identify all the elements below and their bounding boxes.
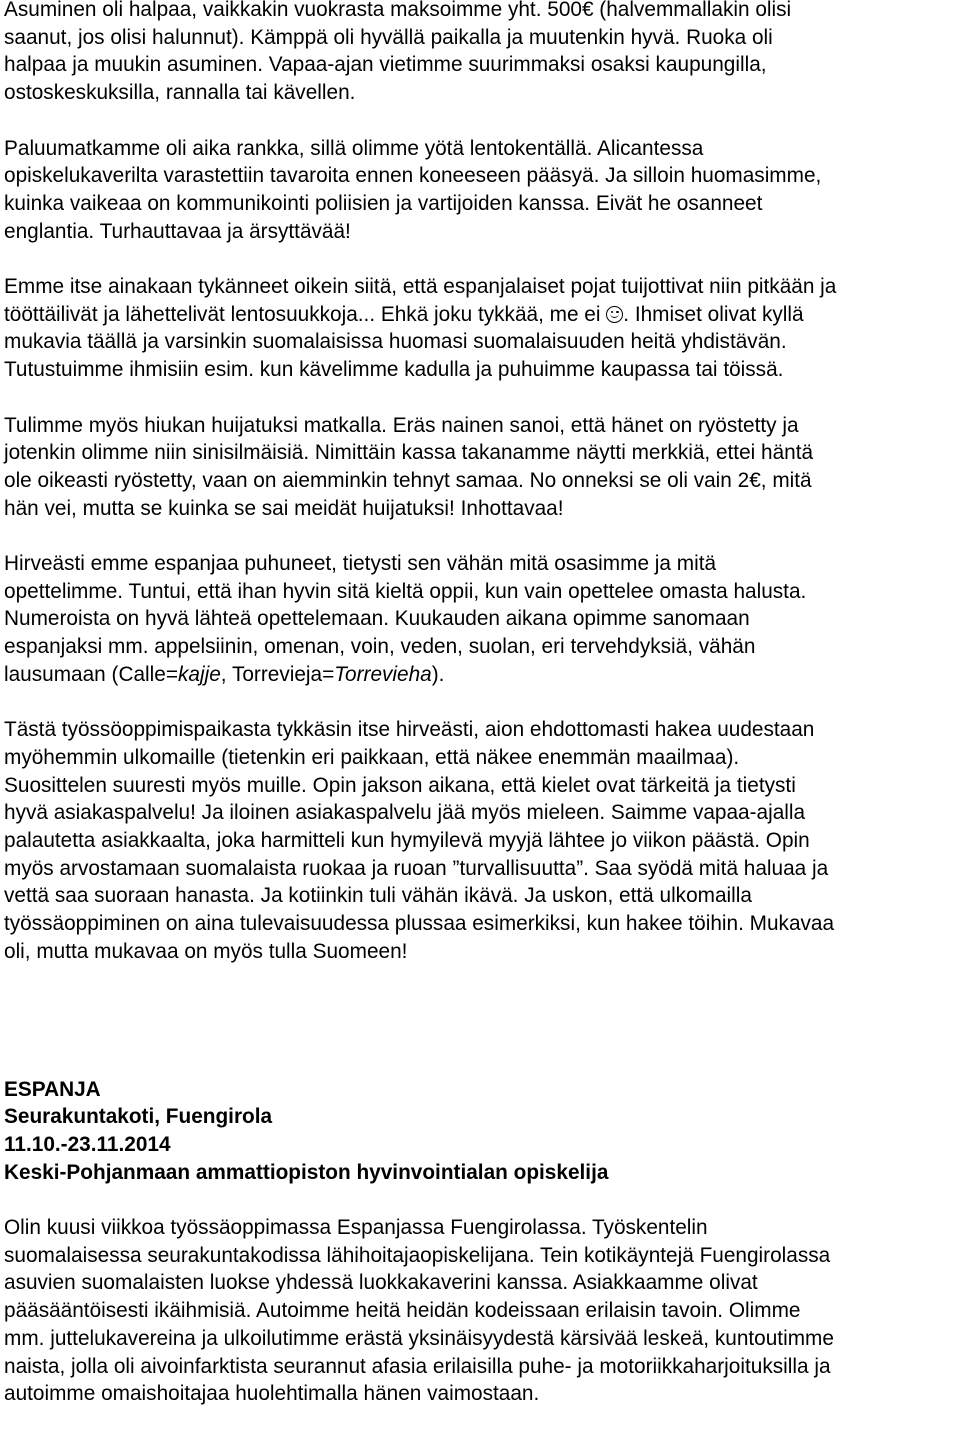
text-segment: ). [431,662,445,686]
text-line: vettä saa suoraan hanasta. Ja kotiinkin tuli vähän ikävä. Ja uskon, että ulkomailla [4,884,752,908]
section-heading [4,1076,954,1187]
text-line: mukavia täällä ja varsinkin suomalaisissa huomasi suomalaisuuden heitä yhdistävän. [4,330,787,354]
paragraph-people [4,273,954,384]
text-line: asuvien suomalaisten luokse yhdessä luokkakaverini kanssa. Asiakkaamme olivat [4,1271,758,1295]
text-line [4,661,954,689]
text-line [4,301,954,329]
text-line: palautetta asiakkaalta, joka harmitteli kun hymyilevä myyjä lähtee jo viikon päästä. Opin [4,829,810,853]
paragraph-fuengirola [4,1214,954,1408]
text-line: halpaa ja muukin asuminen. Vapaa-ajan vietimme suurimmaksi osaksi kaupungilla, [4,53,767,77]
paragraph-language [4,550,954,689]
text-line: mm. juttelukavereina ja ulkoilutimme erästä yksinäisyydestä kärsivää leskeä, kuntoutimme [4,1326,834,1350]
text-line: Numeroista on hyvä lähteä opettelemaan. Kuukauden aikana opimme sanomaan [4,607,750,631]
workplace-heading: Seurakuntakoti, Fuengirola [4,1105,273,1129]
text-segment: . Ihmiset olivat kyllä [623,302,804,326]
text-line: työssäoppiminen on aina tulevaisuudessa plussaa esimerkiksi, kun hakee töihin. Mukavaa [4,912,835,936]
paragraph-summary [4,716,954,965]
text-line: kuinka vaikeaa on kommunikointi poliisien ja vartijoiden kanssa. Eivät he osanneet [4,191,763,215]
text-line: jotenkin olimme niin sinisilmäisiä. Nimittäin kassa takanamme näytti merkkiä, ettei häntä [4,441,814,465]
text-segment: , Torrevieja= [220,662,335,686]
text-line: englantia. Turhauttavaa ja ärsyttävää! [4,219,351,243]
text-segment: lausumaan (Calle= [4,662,178,686]
paragraph-return-trip [4,135,954,246]
text-line: Tutustuimme ihmisiin esim. kun kävelimme kadulla ja puhuimme kaupassa tai töissä. [4,358,784,382]
text-line: naista, jolla oli aivoinfarktista seurannut afasia erilaisilla puhe- ja motoriikkaharjoituksilla ja [4,1354,831,1378]
text-line: Tästä työssöoppimispaikasta tykkäsin itse hirveästi, aion ehdottomasti hakea uudestaan [4,718,815,742]
text-line: suomalaisessa seurakuntakodissa lähihoitajaopiskelijana. Tein kotikäyntejä Fuengirolassa [4,1243,831,1267]
text-line: Paluumatkamme oli aika rankka, sillä olimme yötä lentokentällä. Alicantessa [4,136,704,160]
text-line: Asuminen oli halpaa, vaikkakin vuokrasta maksoimme yht. 500€ (halvemmallakin olisi [4,0,792,21]
text-line: hyvä asiakaspalvelu! Ja iloinen asiakaspalvelu jää myös mieleen. Saimme vapaa-ajalla [4,801,806,825]
text-line: myös arvostamaan suomalaista ruokaa ja ruoan ”turvallisuutta”. Saa syödä mitä haluaa ja [4,856,829,880]
author-heading: Keski-Pohjanmaan ammattiopiston hyvinvointialan opiskelija [4,1160,609,1184]
text-line: ole oikeasti ryöstetty, vaan on aiemminkin tehnyt samaa. No onneksi se oli vain 2€, mitä [4,468,812,492]
paragraph-accommodation [4,0,954,107]
text-line: hän vei, mutta se kuinka se sai meidät huijatuksi! Inhottavaa! [4,496,564,520]
text-line: Emme itse ainakaan tykänneet oikein siitä, että espanjalaiset pojat tuijottivat niin pitkään ja [4,275,837,298]
country-heading: ESPANJA [4,1077,101,1101]
italic-text: Torrevieha [334,662,432,686]
italic-text: kajje [177,662,221,686]
text-segment: tööttäilivät ja lähettelivät lentosuukkoja... Ehkä joku tykkää, me ei [4,302,607,326]
text-line: oli, mutta mukavaa on myös tulla Suomeen! [4,939,408,963]
smiley-face-icon [606,306,623,323]
dates-heading: 11.10.-23.11.2014 [4,1132,171,1156]
document-page [4,0,954,1436]
text-line: opiskelukaverilta varastettiin tavaroita ennen koneeseen pääsyä. Ja silloin huomasimme, [4,164,822,188]
text-line: myöhemmin ulkomaille (tietenkin eri paikkaan, että näkee enemmän maailmaa). [4,745,740,769]
text-line: autoimme omaishoitajaa huolehtimalla hänen vaimostaan. [4,1382,540,1406]
text-line: Suosittelen suuresti myös muille. Opin jakson aikana, että kielet ovat tärkeitä ja tietysti [4,773,796,797]
text-line: Tulimme myös hiukan huijatuksi matkalla. Eräs nainen sanoi, että hänet on ryöstetty ja [4,413,799,437]
text-line: pääsääntöisesti ikäihmisiä. Autoimme heitä heidän kodeissaan erilaisin tavoin. Olimme [4,1299,801,1323]
text-line: Olin kuusi viikkoa työssäoppimassa Espanjassa Fuengirolassa. Työskentelin [4,1216,708,1240]
text-line: opettelimme. Tuntui, että ihan hyvin sitä kieltä oppii, kun vain opettelee omasta halusta. [4,579,807,603]
text-line: saanut, jos olisi halunnut). Kämppä oli hyvällä paikalla ja muutenkin hyvä. Ruoka oli [4,25,773,49]
text-line: Hirveästi emme espanjaa puhuneet, tietysti sen vähän mitä osasimme ja mitä [4,552,717,575]
paragraph-scam [4,412,954,523]
text-line: espanjaksi mm. appelsiinin, omenan, voin, veden, suolan, eri tervehdyksiä, vähän [4,635,756,659]
text-line: ostoskeskuksilla, rannalla tai kävellen. [4,81,356,105]
